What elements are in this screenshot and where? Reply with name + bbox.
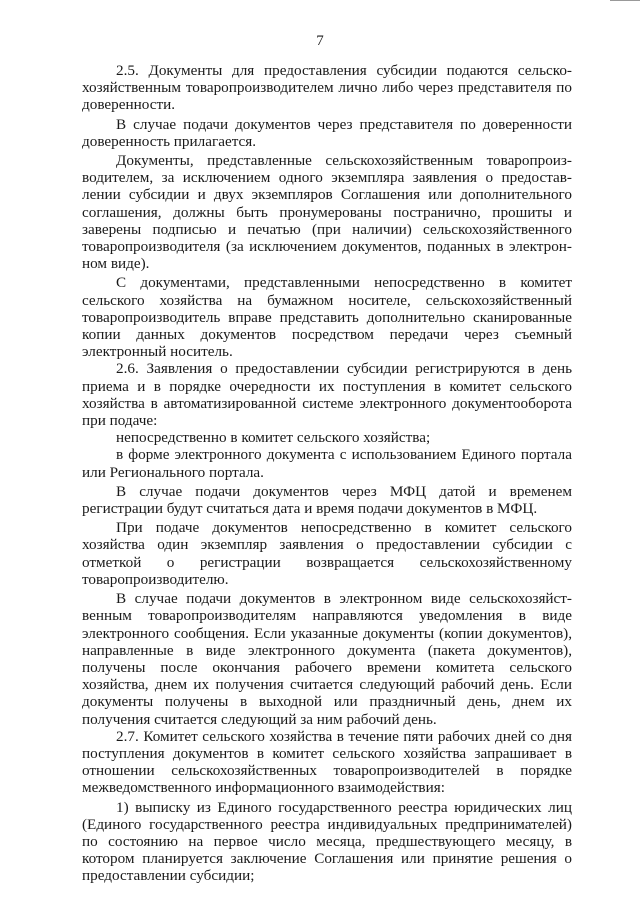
paragraph-documents-numbered: Документы, представленные сельскохозяйственным товаропроиз-водителем, за исключением одного экземпляра заявления о предостав-лении субсидии и двух экземпляров Соглашения или дополнительного соглашения, должны быть пронумерованы постранично, прошиты и заверены подписью и печатью (при наличии) сельскохозяйственного товаропроизводителя (за исключением документов, поданных в электрон-ном виде). (82, 152, 572, 273)
top-edge-rule (610, 0, 640, 1)
paragraph-electronic-notification: В случае подачи документов в электронном виде сельскохозяйст-венным товаропроизводителям направляются уведомления в виде электронного сообщения. Если указанные документы (копии документов), направленные в виде электронного документа (пакета документов), получены после окончания рабочего времени комитета сельского хозяйства, днем их получения считается следующий рабочий день. Если документы получены в выходной или праздничный день, днем их получения считается следующий за ним рабочий день. (82, 590, 572, 728)
page-number: 7 (316, 33, 324, 49)
paragraph-direct-return: При подаче документов непосредственно в комитет сельского хозяйства один экземпляр заявления о предоставлении субсидии с отметкой о регистрации возвращается сельскохозяйственному товаропроизводителю. (82, 519, 572, 588)
paragraph-2-7: 2.7. Комитет сельского хозяйства в течение пяти рабочих дней со дня поступления документов в комитет сельского хозяйства запрашивает в отношении сельскохозяйственных товаропроизводителей в порядке межведомственного информационного взаимодействия: (82, 727, 572, 797)
list-item-direct: непосредственно в комитет сельского хозяйства; (116, 429, 431, 447)
list-item-egrul-extract: 1) выписку из Единого государственного реестра юридических лиц (Единого государственного реестра индивидуальных предпринимателей) по состоянию на первое число месяца, предшествующего месяцу, в котором планируется заключение Соглашения или принятие решения о предоставлении субсидии; (82, 798, 572, 885)
document-body (82, 62, 572, 885)
paragraph-2-5: 2.5. Документы для предоставления субсидии подаются сельско-хозяйственным товаропроизводителем лично либо через представителя по доверенности. (82, 62, 572, 114)
paragraph-2-6: 2.6. Заявления о предоставлении субсидии регистрируются в день приема и в порядке очередности их поступления в комитет сельского хозяйства в автоматизированной системе электронного документооборота при подаче: (82, 360, 572, 430)
paragraph-scanned-copies: С документами, представленными непосредственно в комитет сельского хозяйства на бумажном носителе, сельскохозяйственный товаропроизводитель вправе представить дополнительно сканированные копии данных документов посредством передачи через съемный электронный носитель. (82, 274, 572, 361)
paragraph-mfc: В случае подачи документов через МФЦ датой и временем регистрации будут считаться дата и время подачи документов в МФЦ. (82, 482, 572, 518)
list-item-electronic: в форме электронного документа с использованием Единого портала или Регионального портала. (82, 446, 572, 481)
paragraph-proxy: В случае подачи документов через представителя по доверенности доверенность прилагается. (82, 115, 572, 150)
